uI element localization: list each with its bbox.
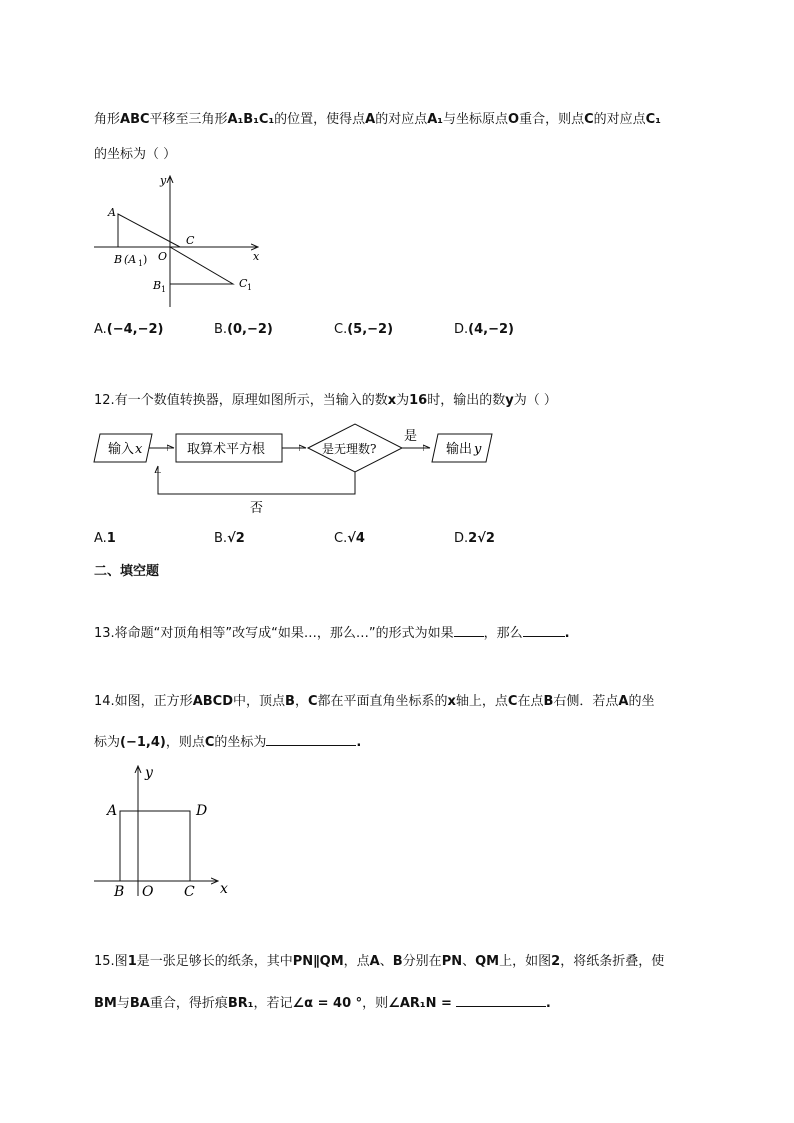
q15-alpha: ∠α = 40 ° [292,996,363,1011]
q15-blank[interactable] [456,994,546,1007]
label-x: x [220,881,228,897]
option-value: 1 [106,531,116,546]
input-var: x [135,442,143,457]
option-letter: C. [334,322,348,337]
option-letter: D. [454,322,469,337]
label-a: A [108,206,116,219]
q11-a1b1c1: A₁B₁C₁ [227,112,275,127]
q11-c: C [584,112,594,127]
option-letter: C. [334,531,348,546]
option-value: √4 [347,531,365,546]
q14-x: x [447,694,456,709]
q12-flowchart [90,420,500,518]
yes-label: 是 [404,429,418,444]
label-a: A [107,803,118,819]
q11-option-d[interactable] [454,322,514,337]
q15-bm: BM [94,996,117,1011]
q11-text: 平移至三角形 [149,112,228,127]
input-label: 输入 [108,442,135,457]
label-b: B [114,253,123,266]
label-o: O [142,884,154,900]
q11-option-b[interactable] [214,322,273,337]
q15-fig1: 1 [127,954,137,969]
q15-text: 15.图 [94,954,128,969]
q14-coord: (−1,4) [120,735,166,750]
q11-option-c[interactable] [334,322,393,337]
q11-text: 角形 [94,112,121,127]
no-label: 否 [250,501,264,516]
q15-b: B [392,954,403,969]
subscript-1: 1 [138,259,144,268]
q14-text: 的坐标为 [214,735,267,750]
triangle-a1b1c1 [170,247,233,284]
q14-text: 轴上，点 [455,694,508,709]
question-number: 12. [94,393,115,408]
q15-line1 [94,950,664,969]
q12-text: 时，输出的数 [427,393,506,408]
option-letter: B. [214,531,228,546]
label-o: O [158,250,168,263]
q11-line2: 的坐标为（ ） [94,147,177,162]
q14-text: 14.如图，正方形 [94,694,193,709]
q12-option-a[interactable] [94,531,116,546]
label-c1: C [239,277,248,290]
q12-x: x [387,393,397,408]
q11-text: 重合，则点 [519,112,585,127]
q15-text: 分别在 [402,954,442,969]
process-label: 取算术平方根 [187,442,266,457]
q11-a: A [365,112,376,127]
decision-label: 是无理数? [322,442,377,456]
q14-figure [90,760,240,900]
q14-text: 标为 [94,735,121,750]
q11-o: O [508,112,520,127]
q15-text: 、 [379,954,393,969]
q15-ba: BA [129,996,150,1011]
q12-text: 为 [396,393,410,408]
q14-text: ，则点 [165,735,205,750]
q12-y: y [505,393,514,408]
q11-abc: ABC [120,112,150,127]
option-letter: D. [454,531,469,546]
q11-c1: C₁ [645,112,661,127]
option-value: (4,−2) [468,322,514,337]
q14-b: B [543,694,554,709]
q11-figure [90,170,270,310]
q15-text: . [545,996,551,1011]
q15-text: 重合，得折痕 [149,996,228,1011]
q15-ar1n: ∠AR₁N = [388,996,452,1011]
q14-line2 [94,731,361,750]
triangle-abc [118,214,180,247]
q12-stem [94,389,557,408]
q15-text: 是一张足够长的纸条，其中 [136,954,293,969]
q12-16: 16 [409,393,428,408]
q14-c: C [204,735,215,750]
q15-text: ，若记 [253,996,293,1011]
option-letter: A. [94,531,107,546]
option-value: (−4,−2) [106,322,164,337]
q14-text: 的坐 [628,694,655,709]
label-b-a1: (A [124,253,137,266]
option-value: (0,−2) [227,322,273,337]
paren-close: ) [143,253,148,266]
q13-blank-1[interactable] [454,624,484,637]
q15-text: ，则 [362,996,389,1011]
q15-a: A [369,954,380,969]
q11-line1 [94,108,661,127]
q14-text: 在点 [517,694,544,709]
q11-text: 的对应点 [593,112,646,127]
label-c: C [184,884,195,900]
q15-pnqm: PN∥QM [292,954,344,969]
loop-arrow [158,466,355,494]
q12-text: 有一个数值转换器，原理如图所示，当输入的数 [114,393,388,408]
label-y: y [160,174,167,187]
q14-line1 [94,690,655,709]
q11-option-a[interactable] [94,322,164,337]
q12-option-d[interactable] [454,531,495,546]
square-abcd [120,811,190,881]
option-letter: B. [214,322,228,337]
q15-fig2: 2 [551,954,561,969]
q14-text: ， [294,694,308,709]
q14-abcd: ABCD [192,694,233,709]
q15-text: 、 [462,954,476,969]
label-y: y [145,765,153,781]
q12-option-b[interactable] [214,531,245,546]
section-title: 二、填空题 [94,564,160,579]
q15-qm: QM [475,954,500,969]
q14-b: B [285,694,295,709]
q14-text: . [356,735,362,750]
q14-c: C [507,694,518,709]
q14-blank[interactable] [266,733,356,746]
q15-text: 与 [116,996,130,1011]
q13-text: 13.将命题“对顶角相等”改写成“如果…，那么…”的形式为如果 [94,626,454,641]
q15-line2 [94,992,551,1011]
output-var: y [474,442,482,457]
q14-c: C [307,694,318,709]
q11-text: 的对应点 [375,112,428,127]
q15-text: 上，如图 [499,954,552,969]
subscript-1: 1 [161,285,167,294]
q14-text: 中，顶点 [233,694,286,709]
label-b: B [114,884,125,900]
label-b1: B [153,279,162,292]
q12-option-c[interactable] [334,531,365,546]
option-value: √2 [227,531,245,546]
q13-stem [94,622,570,641]
q12-text: 为（ ） [513,393,557,408]
q11-text: 与坐标原点 [443,112,509,127]
q14-text: 都在平面直角坐标系的 [317,694,448,709]
q15-br1: BR₁ [227,996,254,1011]
q15-text: ，点 [343,954,370,969]
q14-text: 右侧．若点 [553,694,619,709]
q13-blank-2[interactable] [523,624,565,637]
option-letter: A. [94,322,107,337]
subscript-1: 1 [247,283,253,292]
label-x: x [253,250,260,263]
q11-a1: A₁ [427,112,443,127]
option-value: 2√2 [468,531,495,546]
q15-text: ，将纸条折叠，使 [560,954,665,969]
option-value: (5,−2) [347,322,394,337]
label-c: C [186,234,195,247]
q14-a: A [618,694,629,709]
q11-text: 的位置，使得点 [274,112,366,127]
q13-text: . [564,626,570,641]
output-label: 输出 [446,442,473,457]
label-d: D [196,803,208,819]
q15-pn: PN [441,954,463,969]
q13-text: ，那么 [483,626,523,641]
